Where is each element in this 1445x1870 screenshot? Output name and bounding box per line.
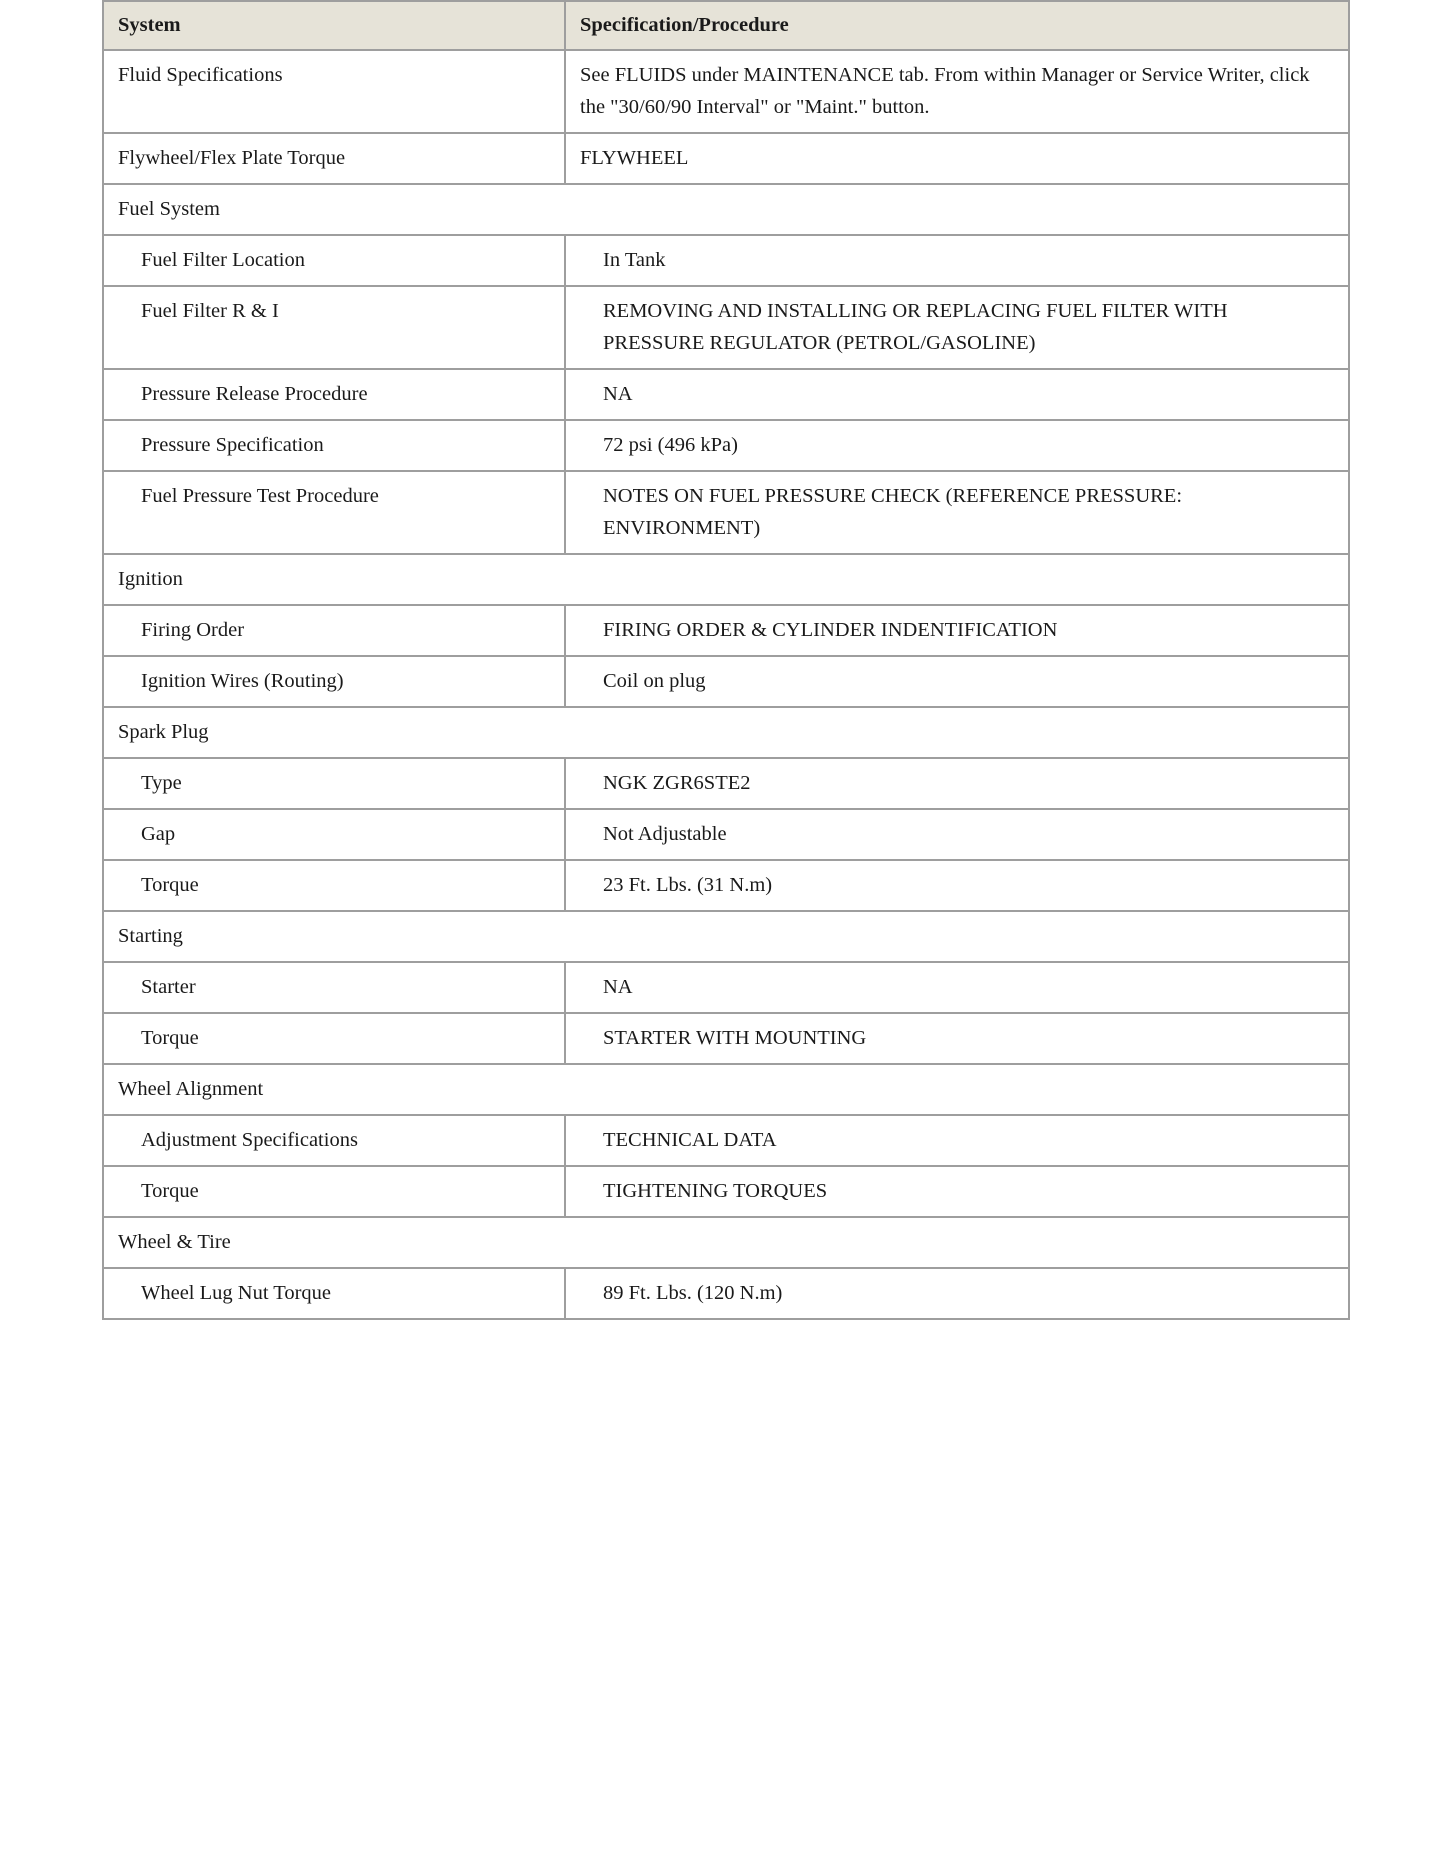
system-cell: Pressure Specification xyxy=(103,420,565,471)
system-cell: Firing Order xyxy=(103,605,565,656)
group-row xyxy=(103,911,1349,962)
table-row xyxy=(103,656,1349,707)
group-row xyxy=(103,1064,1349,1115)
group-label: Spark Plug xyxy=(103,707,1349,758)
system-cell: Gap xyxy=(103,809,565,860)
spec-cell: 89 Ft. Lbs. (120 N.m) xyxy=(565,1268,1349,1319)
group-row xyxy=(103,554,1349,605)
system-cell: Fluid Specifications xyxy=(103,50,565,133)
table-row xyxy=(103,286,1349,369)
group-label: Starting xyxy=(103,911,1349,962)
spec-cell: TECHNICAL DATA xyxy=(565,1115,1349,1166)
spec-cell: STARTER WITH MOUNTING xyxy=(565,1013,1349,1064)
table-row xyxy=(103,235,1349,286)
table-row xyxy=(103,50,1349,133)
table-row xyxy=(103,860,1349,911)
spec-cell: NA xyxy=(565,962,1349,1013)
column-header-spec: Specification/Procedure xyxy=(565,1,1349,50)
system-cell: Ignition Wires (Routing) xyxy=(103,656,565,707)
system-cell: Pressure Release Procedure xyxy=(103,369,565,420)
spec-cell: In Tank xyxy=(565,235,1349,286)
spec-cell: See FLUIDS under MAINTENANCE tab. From within Manager or Service Writer, click the "30/60/90 Interval" or "Maint." button. xyxy=(565,50,1349,133)
spec-cell: Not Adjustable xyxy=(565,809,1349,860)
table-row xyxy=(103,758,1349,809)
system-cell: Fuel Filter Location xyxy=(103,235,565,286)
system-cell: Wheel Lug Nut Torque xyxy=(103,1268,565,1319)
column-header-system: System xyxy=(103,1,565,50)
system-cell: Type xyxy=(103,758,565,809)
spec-cell: 72 psi (496 kPa) xyxy=(565,420,1349,471)
table-row xyxy=(103,809,1349,860)
spec-cell: 23 Ft. Lbs. (31 N.m) xyxy=(565,860,1349,911)
header-row xyxy=(103,1,1349,50)
table-row xyxy=(103,605,1349,656)
system-cell: Fuel Filter R & I xyxy=(103,286,565,369)
table-row xyxy=(103,1115,1349,1166)
table-row xyxy=(103,420,1349,471)
table-row xyxy=(103,1268,1349,1319)
system-cell: Torque xyxy=(103,1166,565,1217)
group-label: Ignition xyxy=(103,554,1349,605)
spec-cell: NA xyxy=(565,369,1349,420)
table-row xyxy=(103,133,1349,184)
spec-cell: Coil on plug xyxy=(565,656,1349,707)
table-row xyxy=(103,1166,1349,1217)
group-row xyxy=(103,1217,1349,1268)
table-body xyxy=(103,50,1349,1319)
spec-cell: REMOVING AND INSTALLING OR REPLACING FUEL FILTER WITH PRESSURE REGULATOR (PETROL/GASOLINE) xyxy=(565,286,1349,369)
table-row xyxy=(103,962,1349,1013)
spec-cell: FIRING ORDER & CYLINDER INDENTIFICATION xyxy=(565,605,1349,656)
system-cell: Flywheel/Flex Plate Torque xyxy=(103,133,565,184)
table-row xyxy=(103,471,1349,554)
table-row xyxy=(103,1013,1349,1064)
group-label: Fuel System xyxy=(103,184,1349,235)
system-cell: Adjustment Specifications xyxy=(103,1115,565,1166)
system-cell: Torque xyxy=(103,860,565,911)
spec-cell: TIGHTENING TORQUES xyxy=(565,1166,1349,1217)
group-label: Wheel & Tire xyxy=(103,1217,1349,1268)
table-row xyxy=(103,369,1349,420)
group-row xyxy=(103,707,1349,758)
spec-cell: NOTES ON FUEL PRESSURE CHECK (REFERENCE PRESSURE: ENVIRONMENT) xyxy=(565,471,1349,554)
group-label: Wheel Alignment xyxy=(103,1064,1349,1115)
system-cell: Torque xyxy=(103,1013,565,1064)
spec-table xyxy=(102,0,1350,1320)
spec-cell: FLYWHEEL xyxy=(565,133,1349,184)
system-cell: Fuel Pressure Test Procedure xyxy=(103,471,565,554)
system-cell: Starter xyxy=(103,962,565,1013)
group-row xyxy=(103,184,1349,235)
spec-cell: NGK ZGR6STE2 xyxy=(565,758,1349,809)
